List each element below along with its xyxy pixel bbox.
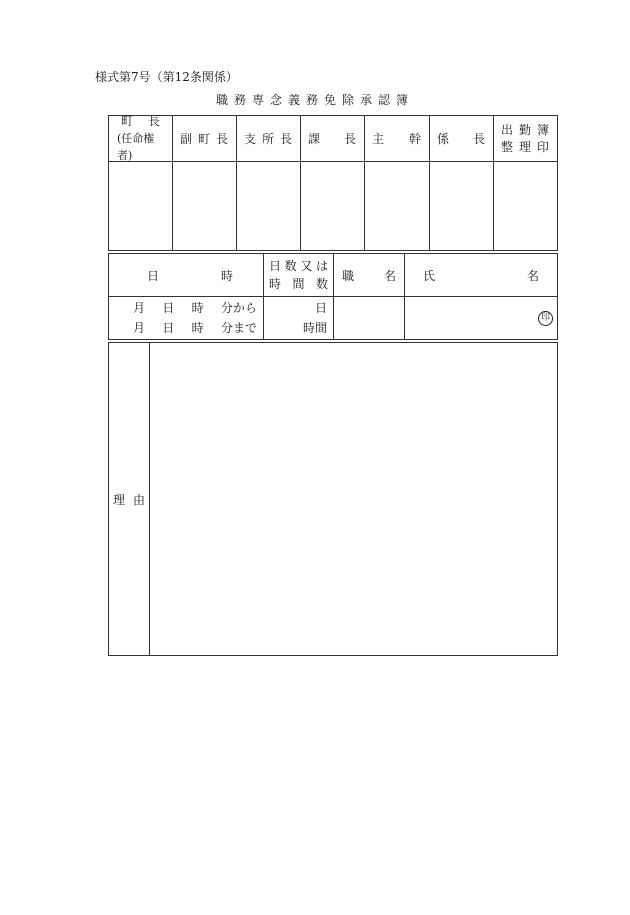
stamp-box-branch-chief[interactable] xyxy=(237,162,300,250)
datetime-range-cell[interactable] xyxy=(109,297,263,339)
stamp-box-section-chief[interactable] xyxy=(301,162,364,250)
col-position-header: 職 名 xyxy=(342,268,396,283)
name-value-cell[interactable] xyxy=(405,297,557,339)
header-section-chief: 課 長 xyxy=(308,132,356,146)
reason-box xyxy=(108,342,558,656)
header-mayor: 町 長 (任命権者) xyxy=(117,114,160,162)
stamp-box-supervisor[interactable] xyxy=(365,162,429,250)
col-days-header: 日 数 又 は 時 間 数 xyxy=(269,259,328,291)
header-branch-chief: 支 所 長 xyxy=(244,132,292,146)
header-subsection-chief: 係 長 xyxy=(437,132,485,146)
reason-content[interactable] xyxy=(150,343,557,655)
stamp-box-subsection-chief[interactable] xyxy=(430,162,493,250)
stamp-box-attendance[interactable] xyxy=(494,162,557,250)
seal-mark: 印 xyxy=(538,311,553,326)
dates-table xyxy=(108,253,558,340)
document-title: 職務専念義務免除承認簿 xyxy=(215,93,414,107)
stamp-box-deputy-mayor[interactable] xyxy=(173,162,236,250)
col-datetime-header: 日 時 xyxy=(147,268,233,283)
header-attendance-seal: 出 勤 簿 整 理 印 xyxy=(501,122,549,154)
header-supervisor: 主 幹 xyxy=(372,132,421,146)
position-value-cell[interactable] xyxy=(334,297,404,339)
reason-label: 理 由 xyxy=(112,492,146,507)
header-deputy-mayor: 副 町 長 xyxy=(180,132,228,146)
unit-days: 日 xyxy=(314,301,327,315)
row-from: 月 日 時 分から xyxy=(133,301,257,315)
approval-grid xyxy=(108,115,558,251)
days-hours-cell[interactable] xyxy=(264,297,333,339)
form-number: 様式第7号（第12条関係） xyxy=(95,70,238,84)
stamp-box-mayor[interactable] xyxy=(109,162,172,250)
unit-hours: 時間 xyxy=(302,321,327,335)
col-name-header: 氏 名 xyxy=(423,268,539,283)
row-to: 月 日 時 分まで xyxy=(133,321,257,335)
